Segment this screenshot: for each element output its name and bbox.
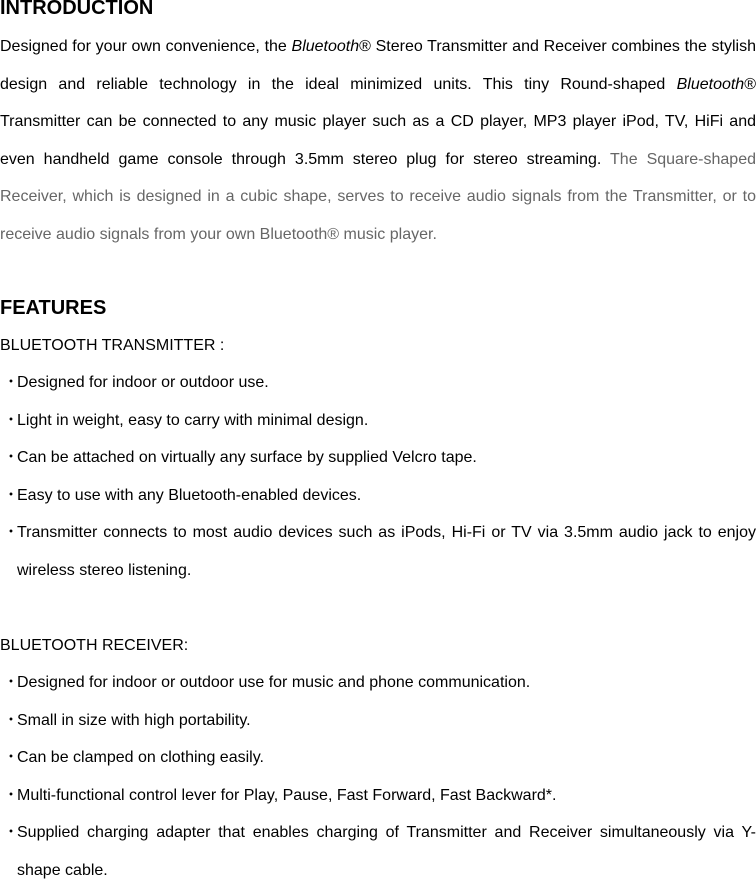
list-item-text: Can be clamped on clothing easily. (17, 749, 264, 766)
list-item (0, 364, 756, 402)
bullet-icon: ・ (3, 374, 20, 391)
list-item-text: Can be attached on virtually any surface by supplied Velcro tape. (17, 449, 477, 466)
list-item (0, 477, 756, 515)
intro-receiver-text: The Square-shaped Receiver, which is designed in a cubic shape, serves to receive audio signals from the Transmitter, or to receive audio signals from your own Bluetooth® music player. (0, 150, 756, 243)
bullet-icon: ・ (3, 674, 20, 691)
list-item (0, 814, 756, 889)
receiver-feature-list (0, 664, 756, 889)
list-item-text: Supplied charging adapter that enables charging of Transmitter and Receiver simultaneously via Y-shape cable. (17, 824, 756, 879)
list-item (0, 702, 756, 740)
bullet-icon: ・ (3, 524, 20, 541)
list-item (0, 777, 756, 815)
list-item-text: Designed for indoor or outdoor use for music and phone communication. (17, 674, 531, 691)
bullet-icon: ・ (3, 486, 20, 504)
receiver-subheading: BLUETOOTH RECEIVER: (0, 637, 189, 654)
introduction-paragraph (0, 28, 756, 253)
list-item (0, 739, 756, 777)
features-heading: FEATURES (0, 297, 107, 319)
list-item (0, 402, 756, 440)
introduction-heading: INTRODUCTION (0, 0, 154, 19)
bluetooth-brand-italic-1: Bluetooth (291, 38, 360, 55)
transmitter-feature-list (0, 364, 756, 589)
transmitter-subheading: BLUETOOTH TRANSMITTER : (0, 337, 225, 354)
list-item-text: Small in size with high portability. (17, 711, 251, 729)
bullet-icon: ・ (3, 711, 20, 729)
bullet-icon: ・ (3, 749, 20, 766)
bullet-icon: ・ (3, 411, 20, 429)
bluetooth-brand-italic-2: Bluetooth (676, 75, 745, 93)
list-item (0, 664, 756, 702)
intro-text-1: Designed for your own convenience, the (0, 38, 292, 55)
intro-text-2: ® Stereo Transmitter and Receiver combines the stylish design and reliable technology in the ideal minimized units. This tiny Round-shaped (0, 38, 756, 93)
list-item (0, 439, 756, 477)
list-item-text: Easy to use with any Bluetooth-enabled devices. (17, 486, 362, 504)
list-item-text: Transmitter connects to most audio devices such as iPods, Hi-Fi or TV via 3.5mm audio jack to enjoy wireless stereo listening. (17, 524, 756, 579)
list-item (0, 514, 756, 589)
list-item-text: Designed for indoor or outdoor use. (17, 374, 269, 391)
intro-text-3: ® Transmitter can be connected to any music player such as a CD player, MP3 player iPod, TV, HiFi and even handheld game console through 3.5mm stereo plug for stereo streaming. (0, 75, 756, 168)
list-item-text: Light in weight, easy to carry with minimal design. (17, 411, 369, 429)
bullet-icon: ・ (3, 449, 20, 466)
bullet-icon: ・ (3, 786, 20, 804)
list-item-text: Multi-functional control lever for Play, Pause, Fast Forward, Fast Backward*. (17, 786, 557, 804)
bullet-icon: ・ (3, 824, 20, 841)
